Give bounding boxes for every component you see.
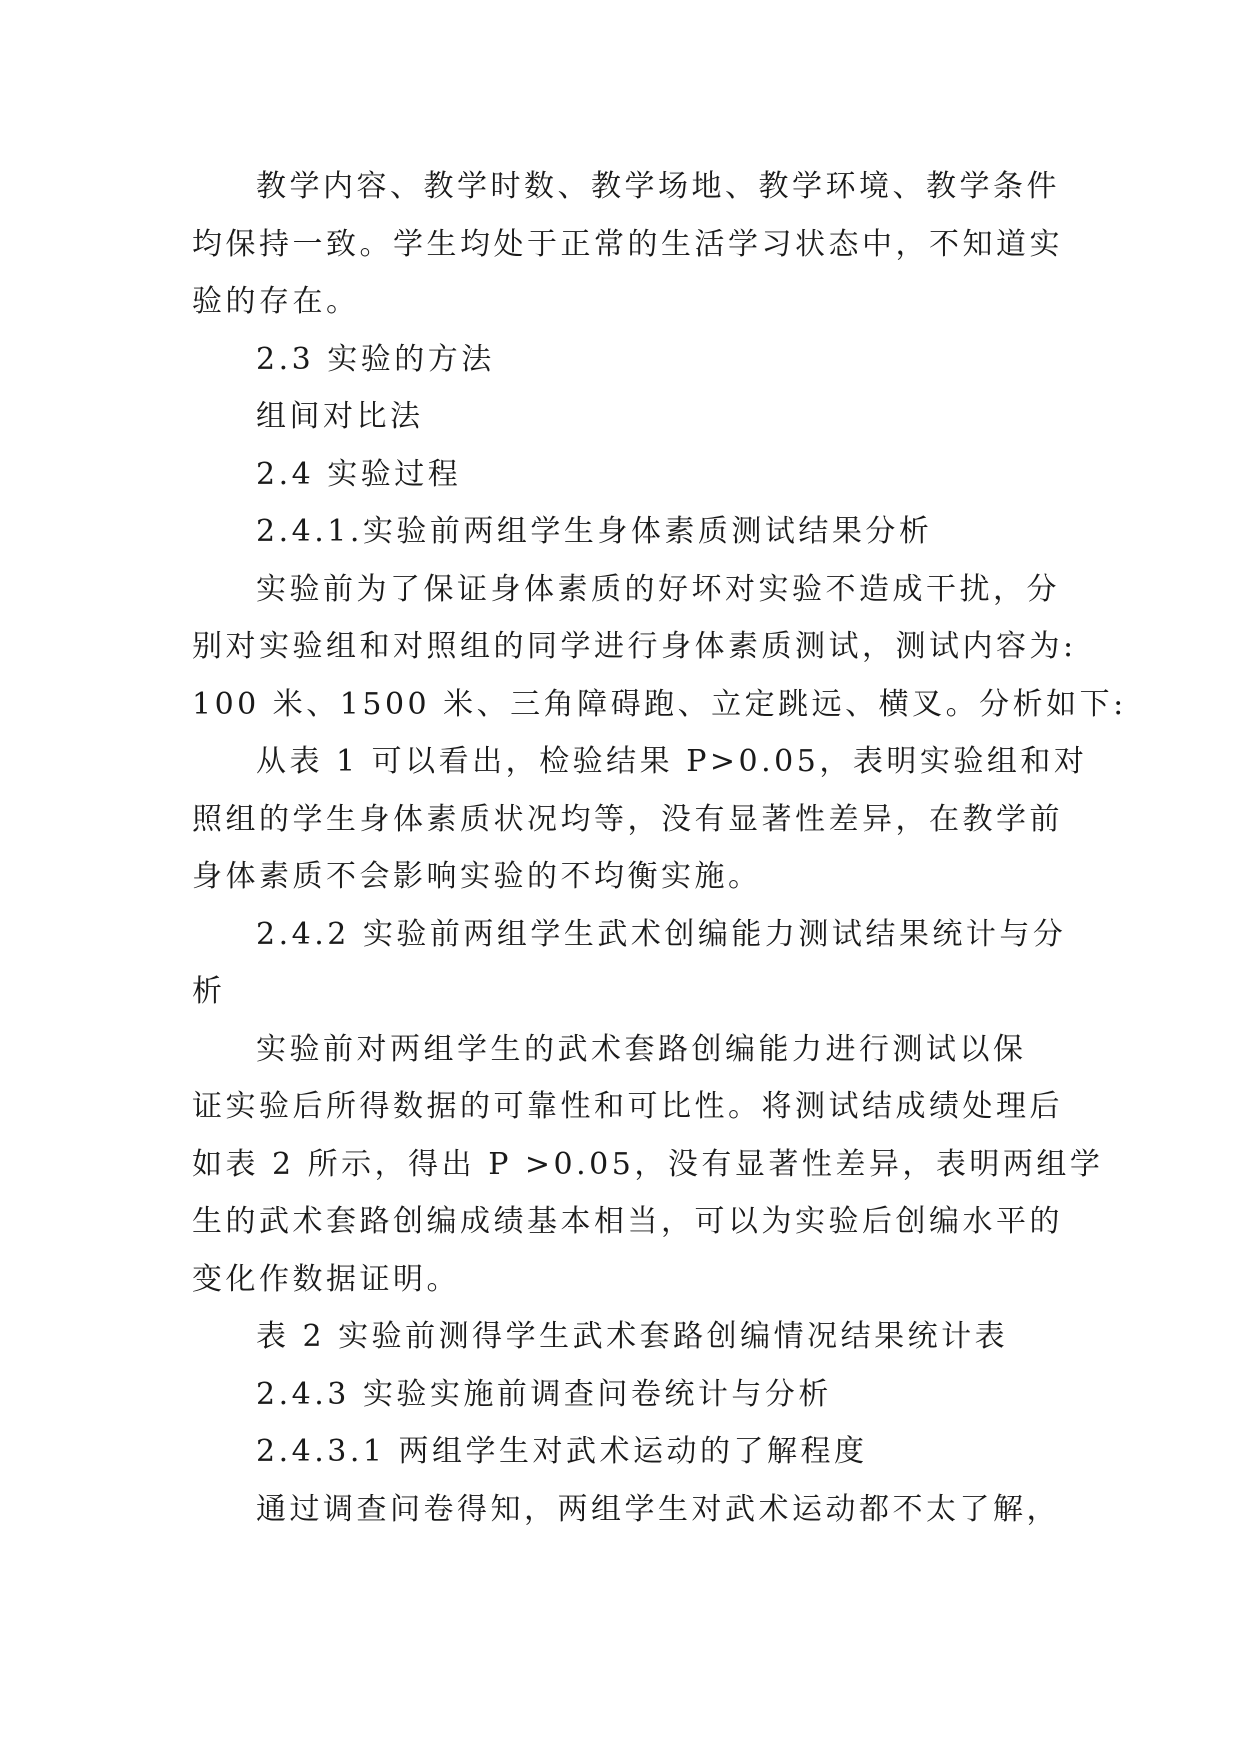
paragraph-line: 实验前为了保证身体素质的好坏对实验不造成干扰，分 xyxy=(256,571,1060,607)
subsection-heading: 2.4.2 实验前两组学生武术创编能力测试结果统计与分 xyxy=(256,916,1067,952)
paragraph-line: 从表 1 可以看出，检验结果 P>0.05，表明实验组和对 xyxy=(256,744,1088,779)
paragraph-line: 如表 2 所示，得出 P >0.05，没有显著性差异，表明两组学 xyxy=(192,1146,1104,1182)
paragraph-line: 通过调查问卷得知，两组学生对武术运动都不太了解， xyxy=(256,1491,1060,1527)
paragraph-line: 教学内容、教学时数、教学场地、教学环境、教学条件 xyxy=(256,169,1060,204)
subsection-heading-continued: 析 xyxy=(192,974,226,1009)
subsection-heading: 2.4.3 实验实施前调查问卷统计与分析 xyxy=(256,1376,832,1412)
paragraph-line: 身体素质不会影响实验的不均衡实施。 xyxy=(192,859,762,894)
body-text xyxy=(192,158,1127,1538)
paragraph-line: 照组的学生身体素质状况均等，没有显著性差异，在教学前 xyxy=(192,801,1063,837)
paragraph-line: 证实验后所得数据的可靠性和可比性。将测试结成绩处理后 xyxy=(192,1089,1063,1124)
paragraph-line: 验的存在。 xyxy=(192,284,360,319)
paragraph-line: 100 米、1500 米、三角障碍跑、立定跳远、横叉。分析如下: xyxy=(192,686,1127,722)
paragraph-line: 组间对比法 xyxy=(256,399,424,434)
paragraph-line: 变化作数据证明。 xyxy=(192,1261,460,1297)
table-caption: 表 2 实验前测得学生武术套路创编情况结果统计表 xyxy=(256,1319,1009,1354)
subsection-heading: 2.4.1.实验前两组学生身体素质测试结果分析 xyxy=(256,514,933,549)
subsection-heading: 2.4.3.1 两组学生对武术运动的了解程度 xyxy=(256,1434,868,1469)
section-heading: 2.4 实验过程 xyxy=(256,456,462,492)
paragraph-line: 实验前对两组学生的武术套路创编能力进行测试以保 xyxy=(256,1031,1027,1067)
paragraph-line: 生的武术套路创编成绩基本相当，可以为实验后创编水平的 xyxy=(192,1204,1063,1239)
section-heading: 2.3 实验的方法 xyxy=(256,341,495,377)
paragraph-line: 均保持一致。学生均处于正常的生活学习状态中，不知道实 xyxy=(192,226,1063,262)
paragraph-line: 别对实验组和对照组的同学进行身体素质测试，测试内容为: xyxy=(192,629,1077,664)
